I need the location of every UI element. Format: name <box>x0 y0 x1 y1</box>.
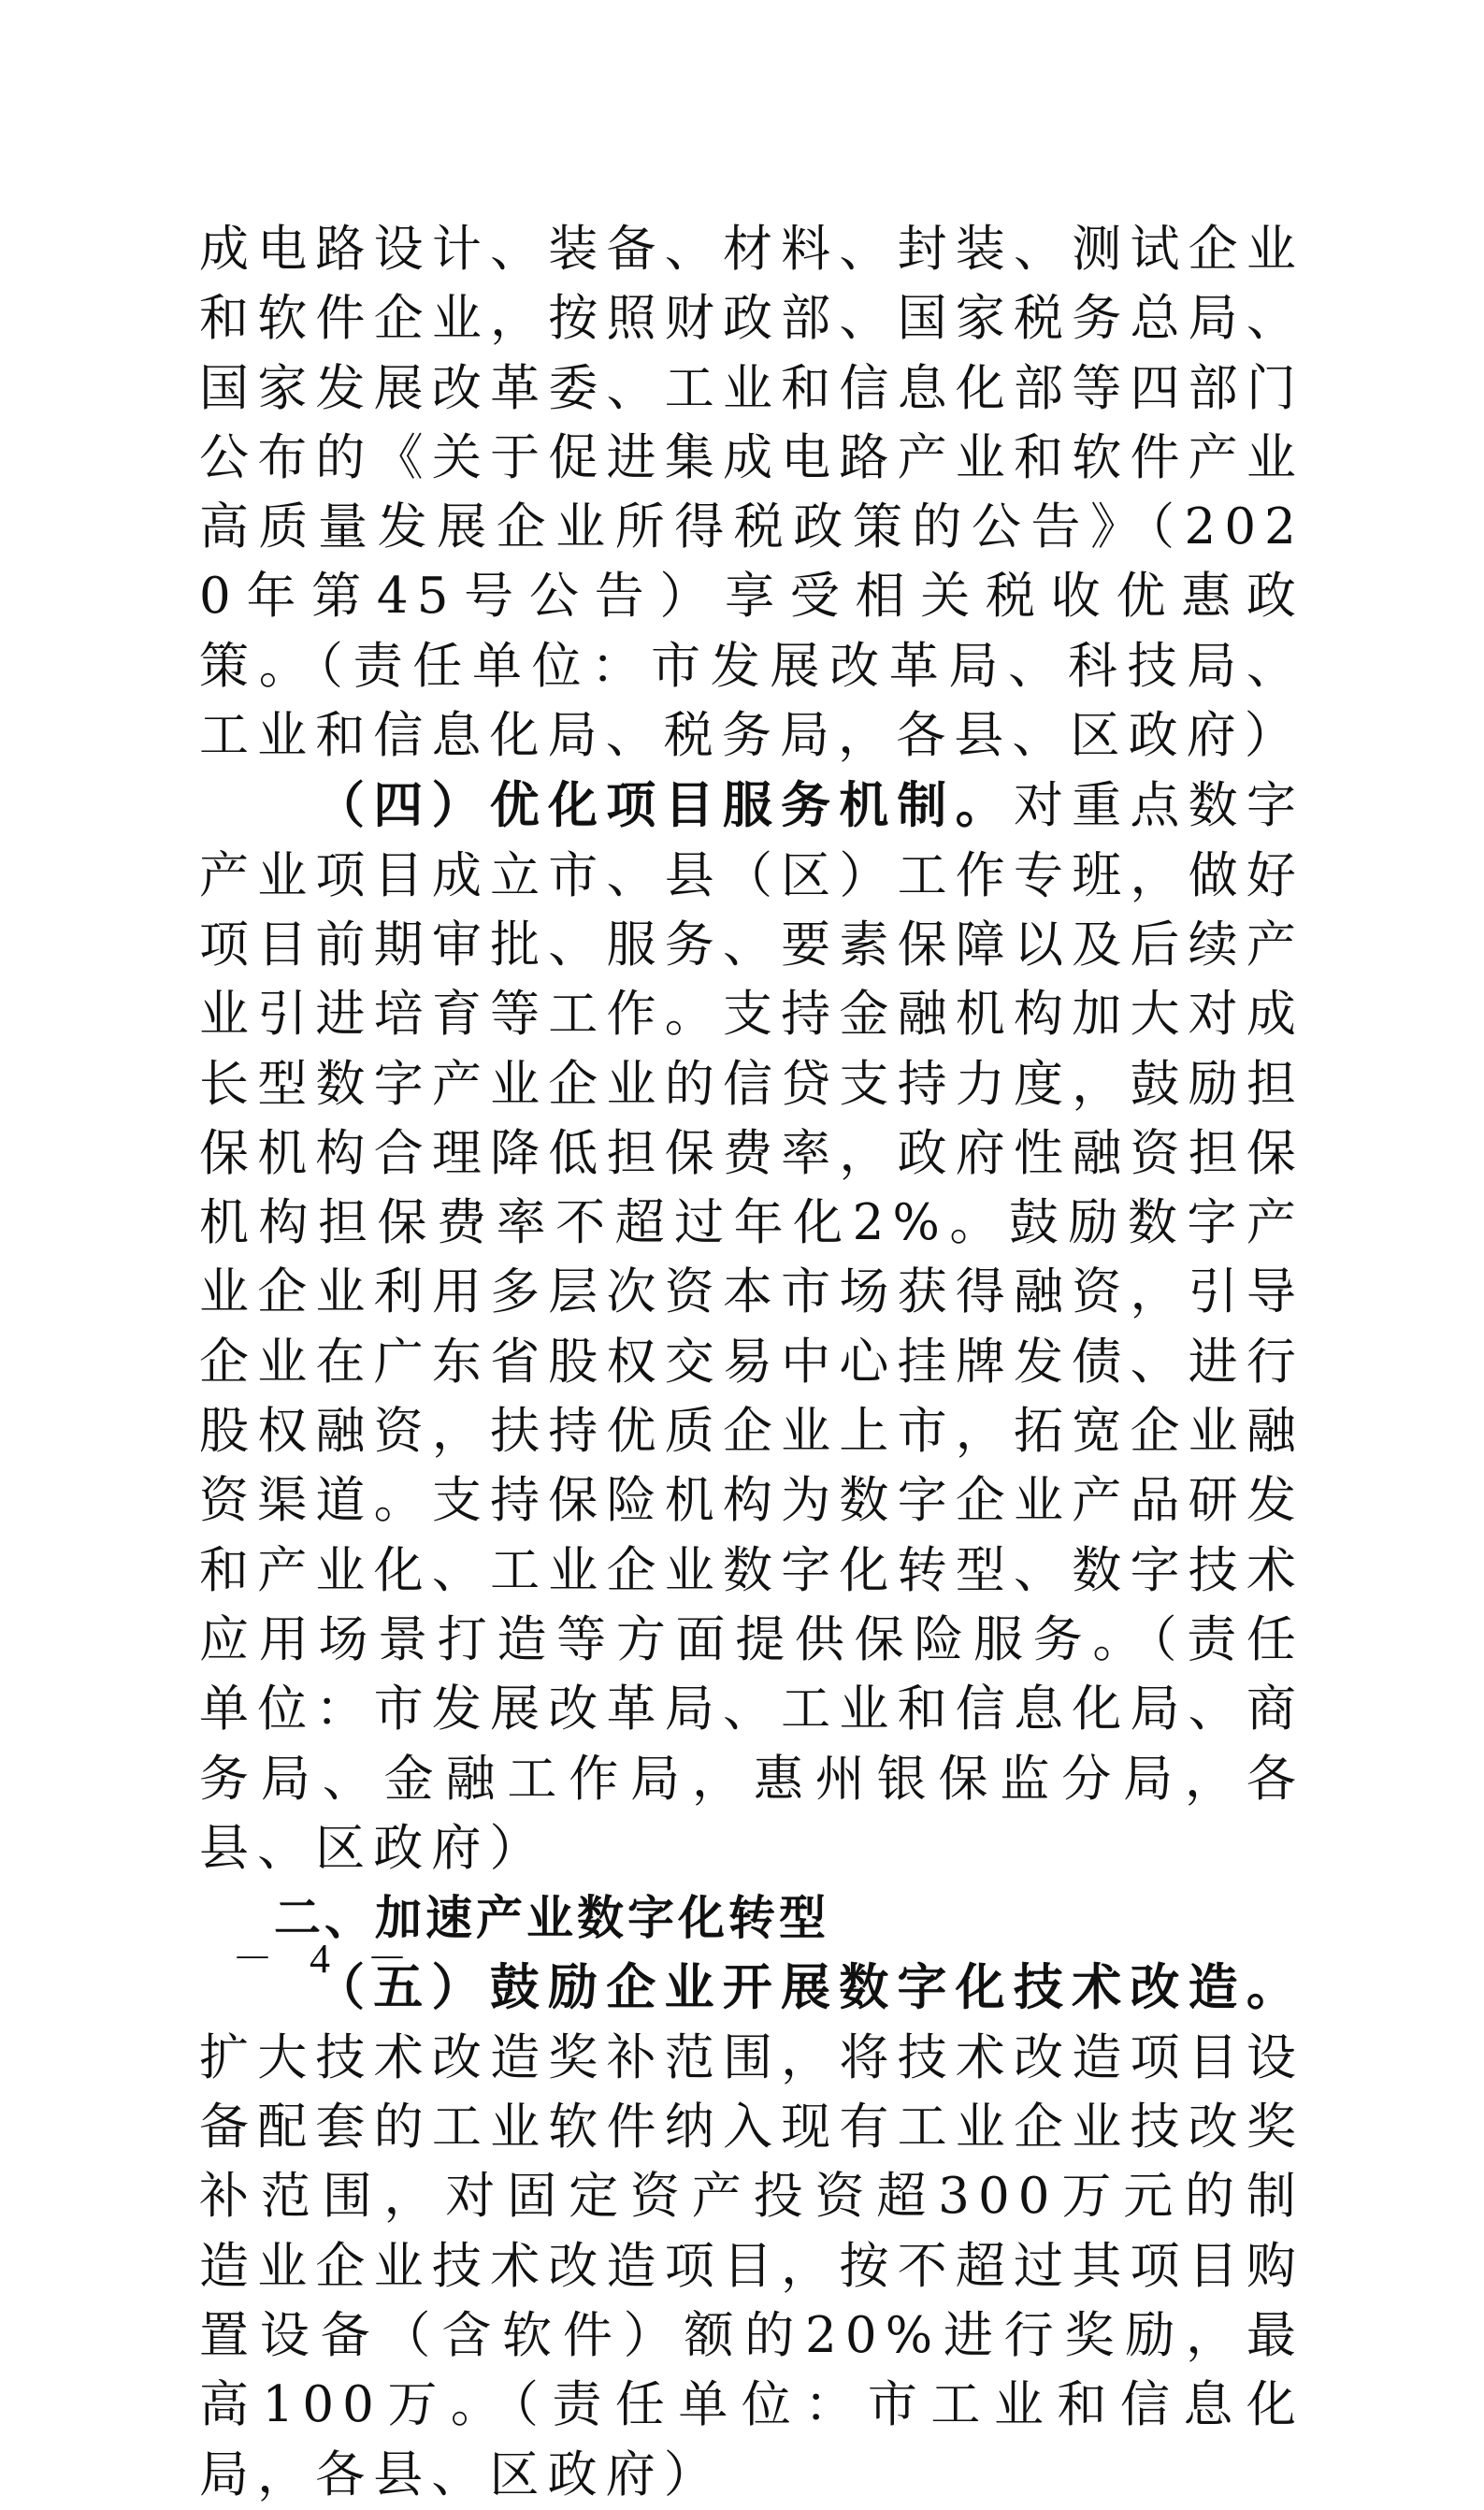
paragraph-text: 扩大技术改造奖补范围，将技术改造项目设备配套的工业软件纳入现有工业企业技改奖补范围，对固定资产投资超300万元的制造业企业技术改造项目，按不超过其项目购置设备（含软件）额的20%进行奖励，最高100万。（责任单位：市工业和信息化局，各县、区政府） <box>199 2028 1304 2503</box>
section-heading: 二、加速产业数字化转型 <box>274 1891 829 1946</box>
paragraph-item-5 <box>199 1953 1304 2509</box>
paragraph-text: 对重点数字产业项目成立市、县（区）工作专班，做好项目前期审批、服务、要素保障以及后续产业引进培育等工作。支持金融机构加大对成长型数字产业企业的信贷支持力度，鼓励担保机构合理降低担保费率，政府性融资担保机构担保费率不超过年化2%。鼓励数字产业企业利用多层次资本市场获得融资，引导企业在广东省股权交易中心挂牌发债、进行股权融资，扶持优质企业上市，拓宽企业融资渠道。支持保险机构为数字企业产品研发和产业化、工业企业数字化转型、数字技术应用场景打造等方面提供保险服务。（责任单位：市发展改革局、工业和信息化局、商务局、金融工作局，惠州银保监分局，各县、区政府） <box>199 777 1305 1877</box>
page-number: － 4 － <box>232 1936 421 1982</box>
paragraph-lead-heading: （五）鼓励企业开展数字化技术改造。 <box>315 1958 1304 2017</box>
paragraph-text: 成电路设计、装备、材料、封装、测试企业和软件企业，按照财政部、国家税务总局、国家发展改革委、工业和信息化部等四部门公布的《关于促进集成电路产业和软件产业高质量发展企业所得税政策的公告》（2020年第45号公告）享受相关税收优惠政策。（责任单位：市发展改革局、科技局、工业和信息化局、税务局，各县、区政府） <box>199 221 1304 765</box>
paragraph-continuation <box>199 215 1304 771</box>
paragraph-lead-heading: （四）优化项目服务机制。 <box>315 776 1014 835</box>
document-page <box>199 215 1304 2510</box>
paragraph-item-4 <box>199 771 1304 1883</box>
